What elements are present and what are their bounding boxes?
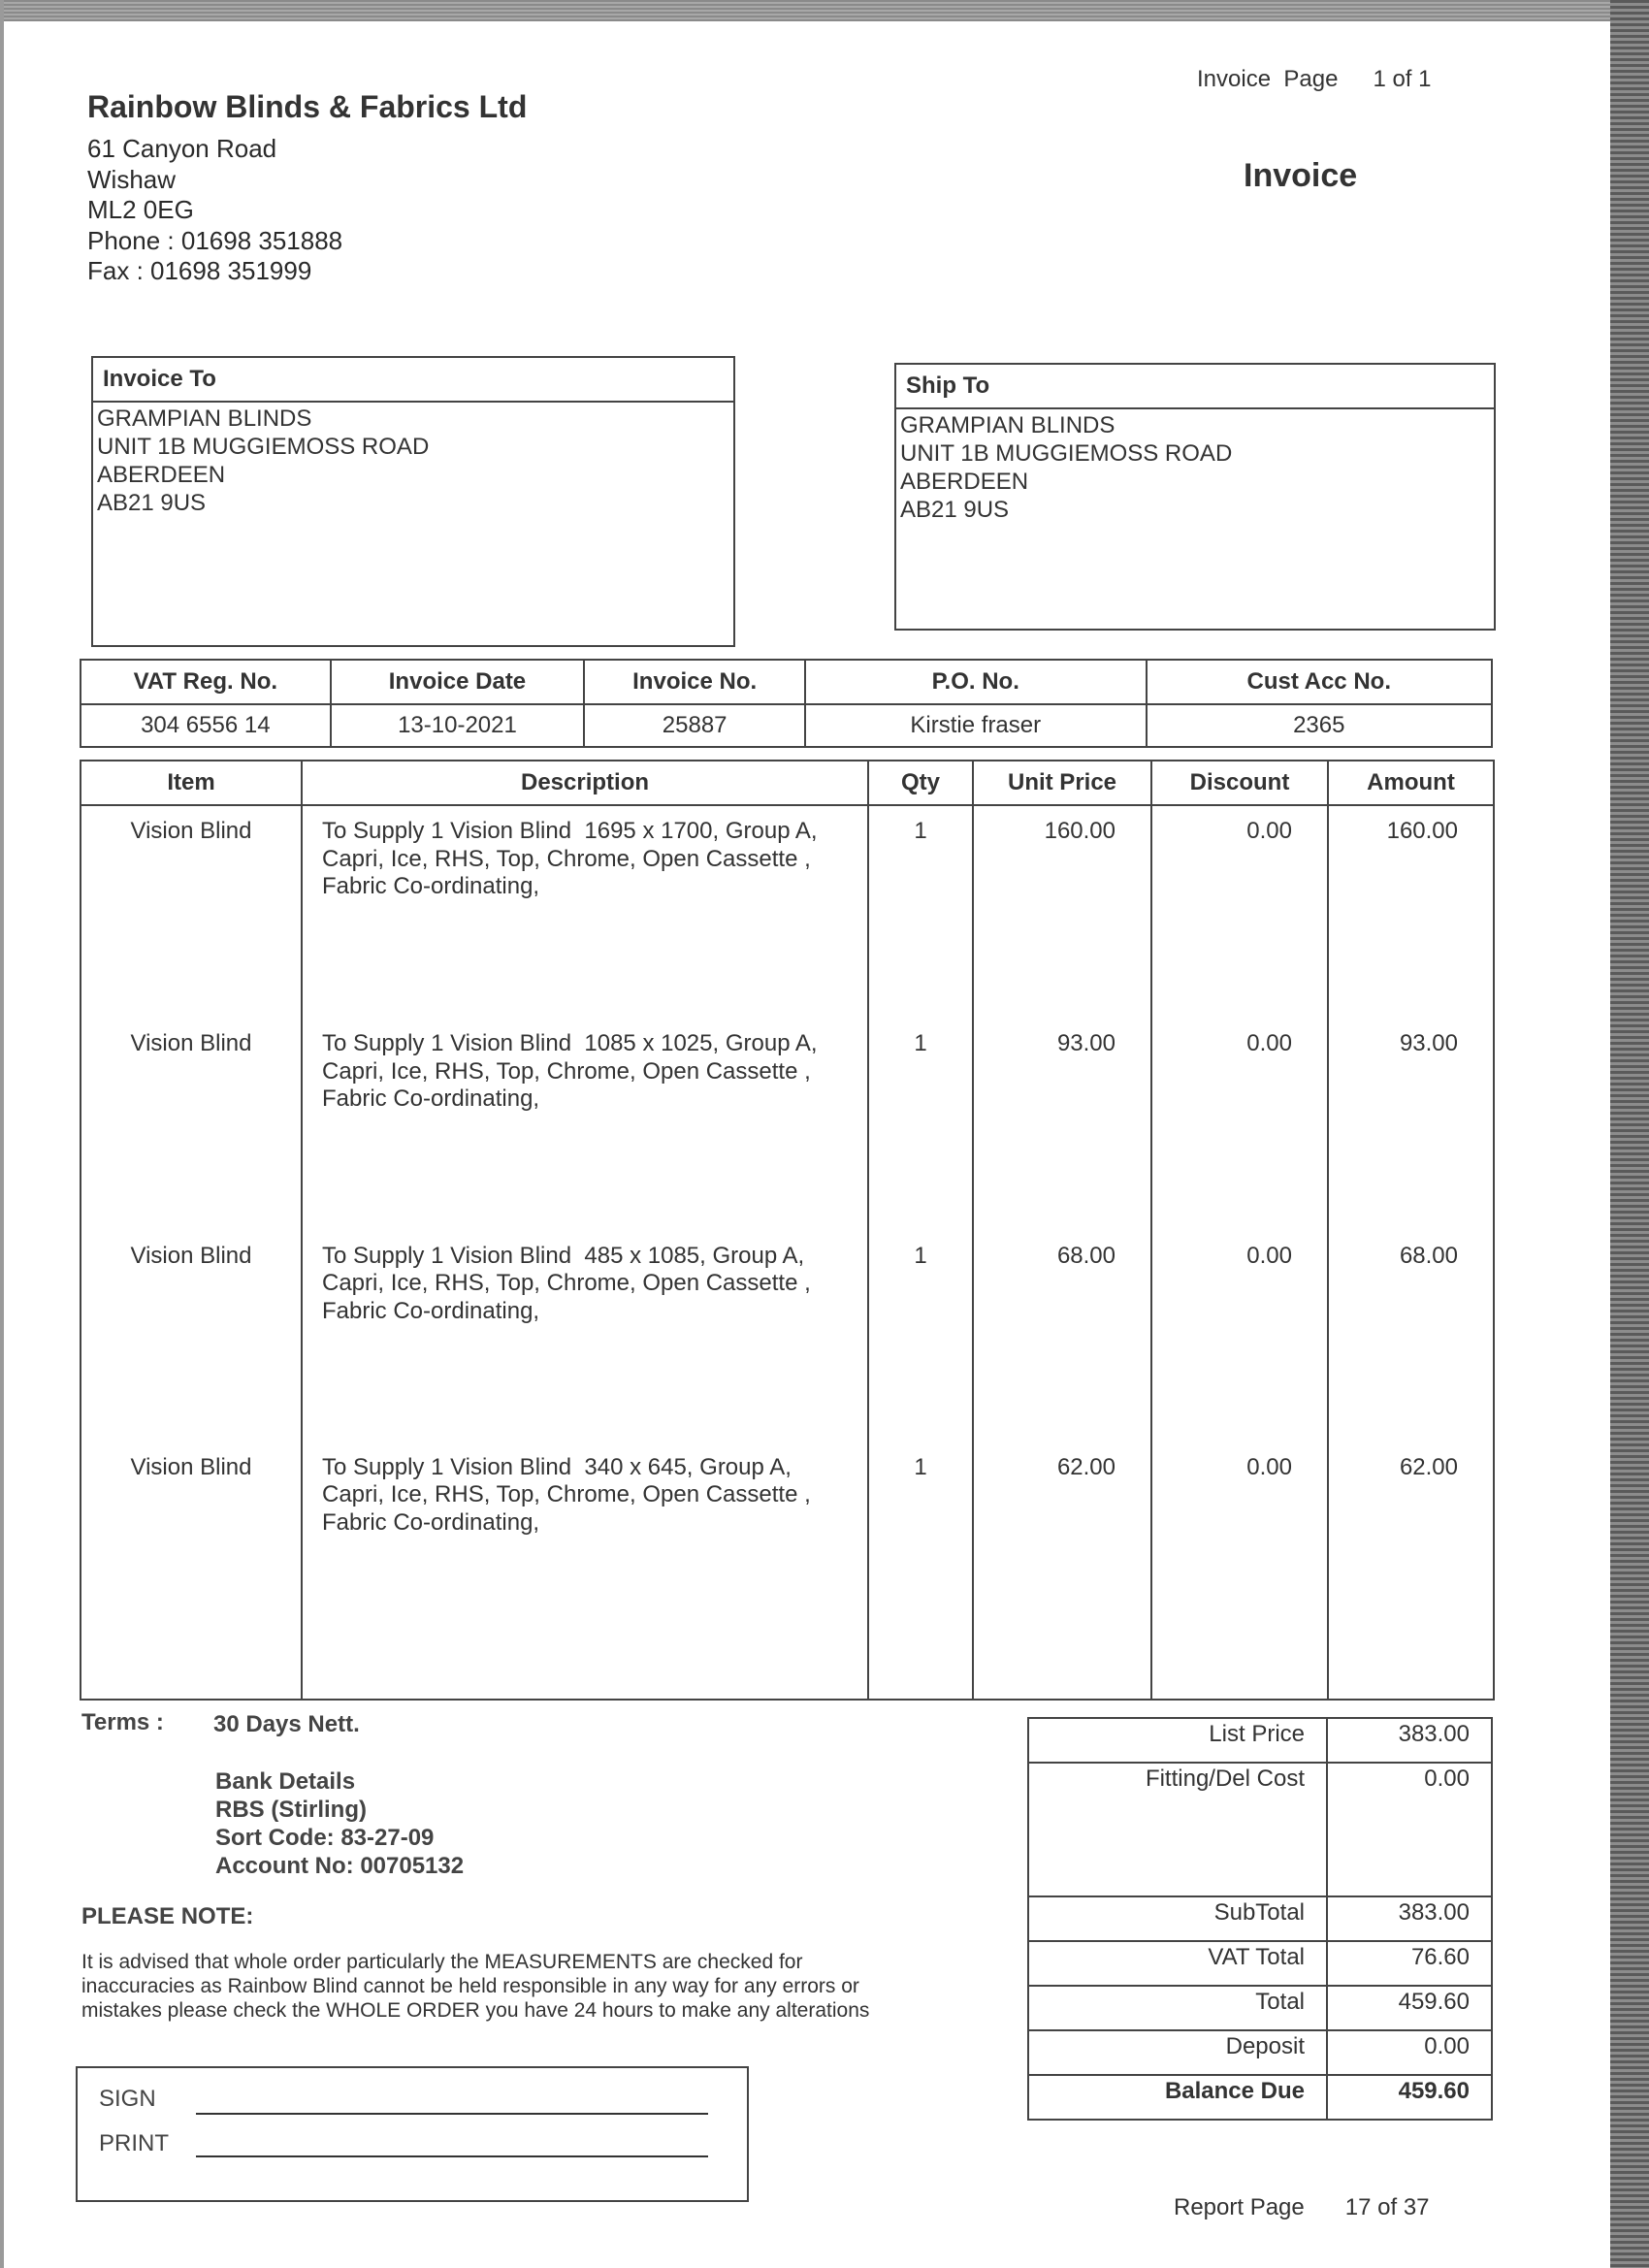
item-discount: 0.00 bbox=[1151, 1231, 1328, 1442]
item-qty: 1 bbox=[868, 1442, 973, 1654]
sort-code: Sort Code: 83-27-09 bbox=[215, 1825, 435, 1851]
print-label: PRINT bbox=[99, 2130, 169, 2156]
totals-row-fitting bbox=[1028, 1763, 1492, 1896]
meta-header-row bbox=[81, 660, 1492, 704]
list-price-label: List Price bbox=[1028, 1718, 1327, 1763]
item-description bbox=[302, 1442, 868, 1654]
subtotal-value: 383.00 bbox=[1327, 1896, 1492, 1941]
invoice-page-label: Invoice Page bbox=[1197, 66, 1339, 92]
bank-name: RBS (Stirling) bbox=[215, 1797, 367, 1823]
invoice-meta-table bbox=[80, 659, 1493, 748]
note-line: It is advised that whole order particularly the MEASUREMENTS are checked for bbox=[81, 1951, 803, 1973]
table-row bbox=[81, 1019, 1494, 1230]
meta-header: P.O. No. bbox=[805, 660, 1146, 704]
balance-due-label: Balance Due bbox=[1028, 2075, 1327, 2120]
total-value: 459.60 bbox=[1327, 1986, 1492, 2030]
column-header-qty: Qty bbox=[868, 761, 973, 805]
deposit-label: Deposit bbox=[1028, 2030, 1327, 2075]
line-items-table bbox=[80, 760, 1495, 1701]
note-body bbox=[81, 1950, 1013, 2023]
invoice-to-box bbox=[91, 356, 735, 647]
item-discount: 0.00 bbox=[1151, 805, 1328, 1019]
totals-row-deposit bbox=[1028, 2030, 1492, 2075]
address-line: 61 Canyon Road bbox=[87, 134, 277, 163]
totals-row-vat bbox=[1028, 1941, 1492, 1986]
deposit-value: 0.00 bbox=[1327, 2030, 1492, 2075]
report-page-label: Report Page bbox=[1174, 2194, 1305, 2220]
column-header-unit-price: Unit Price bbox=[973, 761, 1151, 805]
sign-line[interactable] bbox=[196, 2113, 708, 2115]
company-address bbox=[87, 134, 342, 287]
items-header-row bbox=[81, 761, 1494, 805]
scan-edge-right bbox=[1610, 0, 1649, 2268]
item-unit-price: 93.00 bbox=[973, 1019, 1151, 1230]
table-row bbox=[81, 1442, 1494, 1654]
vat-total-label: VAT Total bbox=[1028, 1941, 1327, 1986]
description-line: To Supply 1 Vision Blind 340 x 645, Group A, bbox=[322, 1453, 792, 1480]
item-amount: 62.00 bbox=[1328, 1442, 1494, 1654]
address-line: ML2 0EG bbox=[87, 195, 194, 224]
invoice-to-heading: Invoice To bbox=[93, 358, 733, 403]
item-name: Vision Blind bbox=[81, 1231, 302, 1442]
empty-cell bbox=[81, 1654, 302, 1700]
address-line: UNIT 1B MUGGIEMOSS ROAD bbox=[97, 434, 430, 460]
address-line: ABERDEEN bbox=[900, 469, 1029, 495]
bank-details bbox=[215, 1767, 464, 1880]
item-discount: 0.00 bbox=[1151, 1442, 1328, 1654]
description-line: To Supply 1 Vision Blind 485 x 1085, Group A, bbox=[322, 1242, 805, 1269]
fitting-cost-label: Fitting/Del Cost bbox=[1028, 1763, 1327, 1896]
column-header-discount: Discount bbox=[1151, 761, 1328, 805]
item-qty: 1 bbox=[868, 805, 973, 1019]
print-line[interactable] bbox=[196, 2155, 708, 2157]
customer-account-number: 2365 bbox=[1147, 704, 1492, 747]
item-qty: 1 bbox=[868, 1231, 973, 1442]
signature-box bbox=[76, 2066, 749, 2202]
meta-header: Cust Acc No. bbox=[1147, 660, 1492, 704]
invoice-date: 13-10-2021 bbox=[331, 704, 585, 747]
invoice-to-address bbox=[93, 403, 733, 519]
empty-cell bbox=[1151, 1654, 1328, 1700]
empty-cell bbox=[302, 1654, 868, 1700]
company-name: Rainbow Blinds & Fabrics Ltd bbox=[87, 89, 528, 124]
vat-total-value: 76.60 bbox=[1327, 1941, 1492, 1986]
item-amount: 68.00 bbox=[1328, 1231, 1494, 1442]
item-amount: 160.00 bbox=[1328, 805, 1494, 1019]
description-line: Fabric Co-ordinating, bbox=[322, 1085, 540, 1113]
totals-row-subtotal bbox=[1028, 1896, 1492, 1941]
terms-label: Terms : bbox=[81, 1709, 164, 1735]
list-price-value: 383.00 bbox=[1327, 1718, 1492, 1763]
meta-header: Invoice No. bbox=[584, 660, 805, 704]
terms-value: 30 Days Nett. bbox=[213, 1711, 360, 1737]
ship-to-box bbox=[894, 363, 1496, 631]
empty-cell bbox=[973, 1654, 1151, 1700]
description-line: Fabric Co-ordinating, bbox=[322, 1297, 540, 1324]
totals-table bbox=[1027, 1717, 1493, 2121]
scan-edge-top bbox=[0, 0, 1649, 23]
column-header-description: Description bbox=[302, 761, 868, 805]
description-line: Fabric Co-ordinating, bbox=[322, 1508, 540, 1536]
fitting-cost-value: 0.00 bbox=[1327, 1763, 1492, 1896]
table-row bbox=[81, 805, 1494, 1019]
note-title: PLEASE NOTE: bbox=[81, 1903, 254, 1929]
item-unit-price: 62.00 bbox=[973, 1442, 1151, 1654]
address-line: AB21 9US bbox=[900, 497, 1010, 523]
table-empty-space bbox=[81, 1654, 1494, 1700]
item-unit-price: 68.00 bbox=[973, 1231, 1151, 1442]
company-phone: Phone : 01698 351888 bbox=[87, 225, 343, 255]
invoice-page-indicator bbox=[1197, 66, 1431, 93]
address-line: Wishaw bbox=[87, 164, 177, 194]
total-label: Total bbox=[1028, 1986, 1327, 2030]
description-line: Capri, Ice, RHS, Top, Chrome, Open Cassette , bbox=[322, 845, 811, 872]
bank-details-heading: Bank Details bbox=[215, 1768, 356, 1795]
address-line: ABERDEEN bbox=[97, 462, 226, 488]
item-name: Vision Blind bbox=[81, 805, 302, 1019]
item-description bbox=[302, 1019, 868, 1230]
empty-cell bbox=[1328, 1654, 1494, 1700]
note-line: inaccuracies as Rainbow Blind cannot be held responsible in any way for any errors or bbox=[81, 1975, 859, 1997]
report-page-number: 17 of 37 bbox=[1344, 2194, 1430, 2220]
address-line: GRAMPIAN BLINDS bbox=[97, 405, 312, 432]
meta-value-row bbox=[81, 704, 1492, 747]
item-discount: 0.00 bbox=[1151, 1019, 1328, 1230]
meta-header: VAT Reg. No. bbox=[81, 660, 331, 704]
account-number: Account No: 00705132 bbox=[215, 1853, 465, 1879]
description-line: Capri, Ice, RHS, Top, Chrome, Open Cassette , bbox=[322, 1481, 811, 1508]
company-fax: Fax : 01698 351999 bbox=[87, 256, 312, 285]
address-line: UNIT 1B MUGGIEMOSS ROAD bbox=[900, 440, 1233, 467]
totals-row-list-price bbox=[1028, 1718, 1492, 1763]
ship-to-heading: Ship To bbox=[896, 365, 1494, 409]
report-page-indicator bbox=[1174, 2194, 1430, 2221]
invoice-page bbox=[4, 21, 1610, 2268]
ship-to-address bbox=[896, 409, 1494, 526]
description-line: Capri, Ice, RHS, Top, Chrome, Open Cassette , bbox=[322, 1057, 811, 1085]
description-line: To Supply 1 Vision Blind 1695 x 1700, Group A, bbox=[322, 818, 818, 844]
address-line: GRAMPIAN BLINDS bbox=[900, 412, 1116, 438]
subtotal-label: SubTotal bbox=[1028, 1896, 1327, 1941]
totals-row-total bbox=[1028, 1986, 1492, 2030]
note-line: mistakes please check the WHOLE ORDER you have 24 hours to make any alterations bbox=[81, 1999, 870, 2022]
column-header-item: Item bbox=[81, 761, 302, 805]
item-name: Vision Blind bbox=[81, 1019, 302, 1230]
empty-cell bbox=[868, 1654, 973, 1700]
address-line: AB21 9US bbox=[97, 490, 207, 516]
item-qty: 1 bbox=[868, 1019, 973, 1230]
sign-label: SIGN bbox=[99, 2086, 156, 2112]
description-line: To Supply 1 Vision Blind 1085 x 1025, Group A, bbox=[322, 1030, 818, 1057]
item-unit-price: 160.00 bbox=[973, 805, 1151, 1019]
description-line: Fabric Co-ordinating, bbox=[322, 873, 540, 899]
description-line: Capri, Ice, RHS, Top, Chrome, Open Cassette , bbox=[322, 1270, 811, 1297]
item-description bbox=[302, 805, 868, 1019]
column-header-amount: Amount bbox=[1328, 761, 1494, 805]
item-name: Vision Blind bbox=[81, 1442, 302, 1654]
table-row bbox=[81, 1231, 1494, 1442]
meta-header: Invoice Date bbox=[331, 660, 585, 704]
item-amount: 93.00 bbox=[1328, 1019, 1494, 1230]
item-description bbox=[302, 1231, 868, 1442]
totals-row-balance bbox=[1028, 2075, 1492, 2120]
invoice-number: 25887 bbox=[584, 704, 805, 747]
invoice-page-number: 1 of 1 bbox=[1373, 66, 1432, 92]
po-number: Kirstie fraser bbox=[805, 704, 1146, 747]
balance-due-value: 459.60 bbox=[1327, 2075, 1492, 2120]
document-title: Invoice bbox=[1244, 157, 1358, 194]
vat-reg-no: 304 6556 14 bbox=[81, 704, 331, 747]
